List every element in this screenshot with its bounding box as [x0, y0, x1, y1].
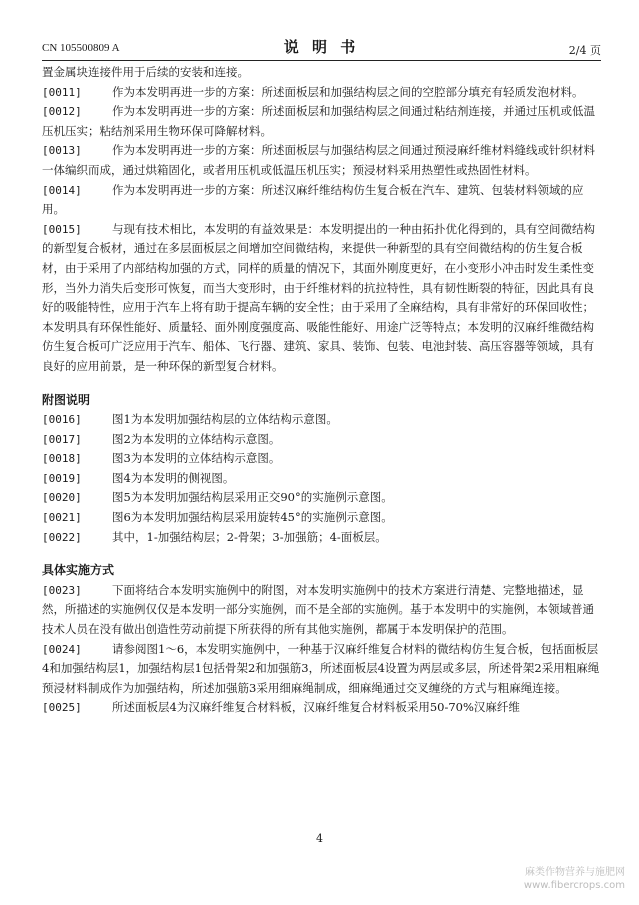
- site-watermark: [524, 866, 625, 892]
- paragraph-group-b: [42, 581, 602, 718]
- paragraph-text: 作为本发明再进一步的方案：所述汉麻纤维结构仿生复合板在汽车、建筑、包装材料领域的应用。: [42, 182, 584, 217]
- watermark-line-1: 麻类作物营养与施肥网: [525, 867, 625, 878]
- paragraph: [42, 508, 602, 528]
- paragraph-number: [0024]: [42, 642, 82, 656]
- paragraph: [42, 181, 602, 220]
- paragraph-number: [0023]: [42, 583, 82, 597]
- paragraph: [42, 528, 602, 548]
- paragraph-number: [0015]: [42, 222, 82, 236]
- figure-list: [42, 410, 602, 547]
- paragraph: [42, 449, 602, 469]
- section-title-embodiment: 具体实施方式: [42, 563, 115, 578]
- paragraph-text: 作为本发明再进一步的方案：所述面板层与加强结构层之间通过预浸麻纤维材料缝线或针织材料一体编织而成，通过烘箱固化，或者用压机或低温压机压实；预浸材料采用热塑性或热固性材料。: [42, 143, 595, 177]
- paragraph-group-a: [42, 83, 602, 377]
- paragraph-number: [0013]: [42, 144, 82, 158]
- paragraph: [42, 581, 602, 640]
- lead-line: 置金属块连接件用于后续的安装和连接。: [42, 65, 249, 79]
- paragraph-number: [0011]: [42, 85, 82, 99]
- paragraph-text: 图5为本发明加强结构层采用正交90°的实施例示意图。: [112, 490, 393, 505]
- paragraph-text: 图6为本发明加强结构层采用旋转45°的实施例示意图。: [112, 510, 393, 525]
- section-title-figures: 附图说明: [42, 392, 91, 407]
- paragraph: [42, 430, 602, 450]
- document-title: 说 明 书: [283, 38, 360, 56]
- paragraph-text: 请参阅图1～6，本发明实施例中，一种基于汉麻纤维复合材料的微结构仿生复合板，包括面板层4和加强结构层1，加强结构层1包括骨架2和加强筋3，所述面板层4设置为两层或多层，所述骨架2采用粗麻绳预浸材料制成作为加强结构，所述加强筋3采用细麻绳制成，细麻绳通过交叉缠绕的方式与粗麻绳连接。: [42, 641, 600, 695]
- page-header: [42, 36, 601, 58]
- paragraph-number: [0021]: [42, 511, 82, 525]
- paragraph-text: 图4为本发明的侧视图。: [112, 470, 235, 485]
- paragraph-text: 图3为本发明的立体结构示意图。: [112, 451, 281, 466]
- paragraph: [42, 410, 602, 430]
- paragraph-number: [0025]: [42, 701, 82, 715]
- paragraph: [42, 698, 602, 718]
- paragraph-number: [0019]: [42, 471, 82, 485]
- paragraph-text: 所述面板层4为汉麻纤维复合材料板，汉麻纤维复合材料板采用50-70%汉麻纤维: [112, 700, 520, 715]
- paragraph-number: [0016]: [42, 413, 82, 427]
- paragraph-number: [0012]: [42, 105, 82, 119]
- publication-number: CN 105500809 A: [42, 42, 120, 54]
- document-body: [42, 63, 602, 718]
- paragraph-number: [0018]: [42, 452, 82, 466]
- header-divider: [42, 60, 601, 61]
- paragraph: [42, 220, 602, 377]
- paragraph-number: [0022]: [42, 530, 82, 544]
- watermark-line-2: www.fibercrops.com: [523, 880, 625, 891]
- paragraph-text: 与现有技术相比，本发明的有益效果是：本发明提出的一种由拓扑优化得到的，具有空间微结构的新型复合板材，通过在多层面板层之间增加空间微结构，来提供一种新型的具有空间微结构的仿生复合板材，由于采用了内部结构加强的方式，同样的质量的情况下，其面外刚度更好，在小变形小冲击时发生柔性变形，当外力消失后变形可恢复，而当大变形时，由于纤维材料的抗拉特性，具有韧性断裂的特征，因此具有良好的吸能特性，应用于汽车上将有助于提高车辆的安全性；由于采用了全麻结构，具有非常好的环保回收性；本发明具有环保性能好、质量轻、面外刚度强度高、吸能性能好、用途广泛等特点；本发明的汉麻纤维微结构仿生复合板可广泛应用于汽车、船体、飞行器、建筑、家具、装饰、包装、电池封装、高压容器等领域，具有良好的应用前景，是一种环保的新型复合材料。: [42, 221, 595, 373]
- paragraph: [42, 488, 602, 508]
- paragraph: [42, 141, 602, 180]
- page-indicator: 2/4 页: [568, 44, 601, 57]
- paragraph-text: 其中，1-加强结构层；2-骨架；3-加强筋；4-面板层。: [112, 529, 387, 544]
- paragraph-number: [0020]: [42, 491, 82, 505]
- paragraph: [42, 469, 602, 489]
- paragraph-number: [0014]: [42, 183, 82, 197]
- paragraph-text: 图1为本发明加强结构层的立体结构示意图。: [112, 412, 338, 427]
- paragraph-text: 图2为本发明的立体结构示意图。: [112, 431, 281, 446]
- page-number: 4: [316, 832, 323, 845]
- paragraph-number: [0017]: [42, 432, 82, 446]
- paragraph-text: 作为本发明再进一步的方案：所述面板层和加强结构层之间的空腔部分填充有轻质发泡材料。: [112, 84, 584, 99]
- paragraph-text: 作为本发明再进一步的方案：所述面板层和加强结构层之间通过粘结剂连接，并通过压机或低温压机压实；粘结剂采用生物环保可降解材料。: [42, 104, 595, 138]
- paragraph: [42, 83, 602, 103]
- paragraph: [42, 102, 602, 141]
- paragraph: [42, 640, 602, 699]
- paragraph-text: 下面将结合本发明实施例中的附图，对本发明实施例中的技术方案进行清楚、完整地描述，显然，所描述的实施例仅仅是本发明一部分实施例，而不是全部的实施例。基于本发明中的实施例，本领域普通技术人员在没有做出创造性劳动前提下所获得的所有其他实施例，都属于本发明保护的范围。: [42, 582, 594, 637]
